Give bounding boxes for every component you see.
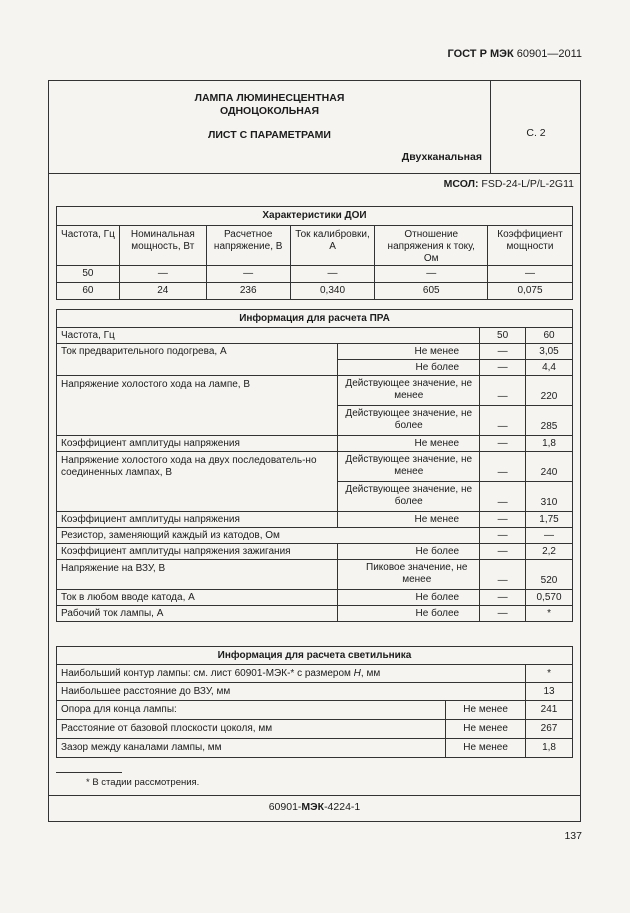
pra-row-label: Ток в любом вводе катода, А <box>57 590 338 606</box>
footnote: * В стадии рассмотрения. <box>86 777 200 788</box>
pra-row-v50: — <box>480 360 526 376</box>
pra-row-v50: — <box>480 482 526 512</box>
doi-cell: 24 <box>119 283 206 300</box>
lum-row-value: 13 <box>526 683 573 701</box>
pra-row-cond: Не более <box>338 360 480 376</box>
pra-row-cond: Не менее <box>338 344 480 360</box>
lum-row-label: Наибольшее расстояние до ВЗУ, мм <box>57 683 526 701</box>
pra-row-label: Резистор, заменяющий каждый из катодов, Ом <box>57 528 480 544</box>
pra-row-label: Напряжение холостого хода на двух последователь-но соединенных лампах, В <box>57 452 338 512</box>
pra-row-v50: — <box>480 528 526 544</box>
lum-row-label: Зазор между каналами лампы, мм <box>57 739 446 758</box>
pra-row-v50: — <box>480 606 526 622</box>
pra-row-cond: Действующее значение, не менее <box>338 452 480 482</box>
pra-row-cond: Не менее <box>338 436 480 452</box>
doi-cell: 0,340 <box>290 283 375 300</box>
doi-table <box>56 206 573 300</box>
lum-row-value: * <box>526 665 573 683</box>
doi-cell: — <box>290 266 375 283</box>
sheet-number: С. 2 <box>526 127 546 139</box>
pra-row-cond: Действующее значение, не менее <box>338 376 480 406</box>
sheet-code: 60901-МЭК-4224-1 <box>268 801 361 813</box>
doi-cell: — <box>488 266 573 283</box>
doi-col-power: Номинальная мощность, Вт <box>119 226 206 266</box>
pra-row-v60: 1,75 <box>526 512 573 528</box>
doi-col-pf: Коэффициент мощности <box>488 226 573 266</box>
title-line-2: ОДНОЦОКОЛЬНАЯ <box>219 105 320 117</box>
pra-title: Информация для расчета ПРА <box>57 310 573 328</box>
standard-designation: ГОСТ Р МЭК 60901—2011 <box>447 48 582 60</box>
doi-cell: 605 <box>375 283 488 300</box>
pra-row-v60: 240 <box>526 452 573 482</box>
pra-row-v60: 0,570 <box>526 590 573 606</box>
pra-row-cond: Не менее <box>338 512 480 528</box>
pra-row-cond: Не более <box>338 590 480 606</box>
pra-row-label: Рабочий ток лампы, А <box>57 606 338 622</box>
pra-table <box>56 309 573 622</box>
pra-row-v50: — <box>480 544 526 560</box>
pra-row-cond: Не более <box>338 606 480 622</box>
lum-row-value: 267 <box>526 720 573 739</box>
pra-row-v60: 1,8 <box>526 436 573 452</box>
luminaire-table <box>56 646 573 758</box>
doi-col-freq: Частота, Гц <box>57 226 120 266</box>
lum-row-value: 241 <box>526 701 573 720</box>
lum-title: Информация для расчета светильника <box>57 647 573 665</box>
page-number: 137 <box>564 830 582 842</box>
msol-designation: МСОЛ: FSD-24-L/P/L-2G11 <box>443 178 574 190</box>
lum-row-label: Опора для конца лампы: <box>57 701 446 720</box>
footer-rule <box>48 795 581 796</box>
pra-row-v60: 220 <box>526 376 573 406</box>
doi-col-voltage: Расчетное напряжение, В <box>206 226 290 266</box>
pra-row-label: Коэффициент амплитуды напряжения зажигания <box>57 544 338 560</box>
lum-row-cond: Не менее <box>446 739 526 758</box>
pra-row-v60: 520 <box>526 560 573 590</box>
doi-cell: — <box>206 266 290 283</box>
pra-row-v60: 310 <box>526 482 573 512</box>
doi-title: Характеристики ДОИ <box>57 207 573 226</box>
doi-cell: 0,075 <box>488 283 573 300</box>
doi-cell: 50 <box>57 266 120 283</box>
pra-row-v50: — <box>480 436 526 452</box>
pra-row-v60: — <box>526 528 573 544</box>
doi-col-current: Ток калибровки, А <box>290 226 375 266</box>
pra-freq-50: 50 <box>480 328 526 344</box>
lum-row-label: Наибольший контур лампы: см. лист 60901-МЭК-* с размером H, мм <box>57 665 526 683</box>
pra-row-label: Напряжение холостого хода на лампе, В <box>57 376 338 436</box>
pra-row-v50: — <box>480 344 526 360</box>
subtitle: ЛИСТ С ПАРАМЕТРАМИ <box>208 129 331 141</box>
pra-freq-60: 60 <box>526 328 573 344</box>
pra-row-v60: 3,05 <box>526 344 573 360</box>
pra-row-v50: — <box>480 560 526 590</box>
pra-row-v60: 4,4 <box>526 360 573 376</box>
doi-cell: — <box>375 266 488 283</box>
pra-row-v50: — <box>480 452 526 482</box>
pra-row-cond: Пиковое значение, не менее <box>338 560 480 590</box>
lum-row-value: 1,8 <box>526 739 573 758</box>
pra-row-cond: Действующее значение, не более <box>338 482 480 512</box>
pra-row-label: Коэффициент амплитуды напряжения <box>57 436 338 452</box>
pra-row-v60: 2,2 <box>526 544 573 560</box>
pra-row-label: Коэффициент амплитуды напряжения <box>57 512 338 528</box>
pra-row-v60: 285 <box>526 406 573 436</box>
lum-row-cond: Не менее <box>446 720 526 739</box>
doi-cell: 236 <box>206 283 290 300</box>
pra-row-v50: — <box>480 590 526 606</box>
title-line-1: ЛАМПА ЛЮМИНЕСЦЕНТНАЯ <box>194 92 345 104</box>
doi-cell: 60 <box>57 283 120 300</box>
doi-cell: — <box>119 266 206 283</box>
pra-row-v60: * <box>526 606 573 622</box>
pra-row-cond: Действующее значение, не более <box>338 406 480 436</box>
pra-row-v50: — <box>480 376 526 406</box>
lum-row-cond: Не менее <box>446 701 526 720</box>
pra-row-v50: — <box>480 406 526 436</box>
pra-row-v50: — <box>480 512 526 528</box>
lamp-type: Двухканальная <box>401 151 482 163</box>
doi-col-ratio: Отношение напряжения к току, Ом <box>375 226 488 266</box>
footnote-rule <box>56 772 122 773</box>
lum-row-label: Расстояние от базовой плоскости цоколя, мм <box>57 720 446 739</box>
pra-freq-label: Частота, Гц <box>57 328 480 344</box>
pra-row-cond: Не более <box>338 544 480 560</box>
pra-row-label: Напряжение на ВЗУ, В <box>57 560 338 590</box>
pra-row-label: Ток предварительного подогрева, А <box>57 344 338 376</box>
